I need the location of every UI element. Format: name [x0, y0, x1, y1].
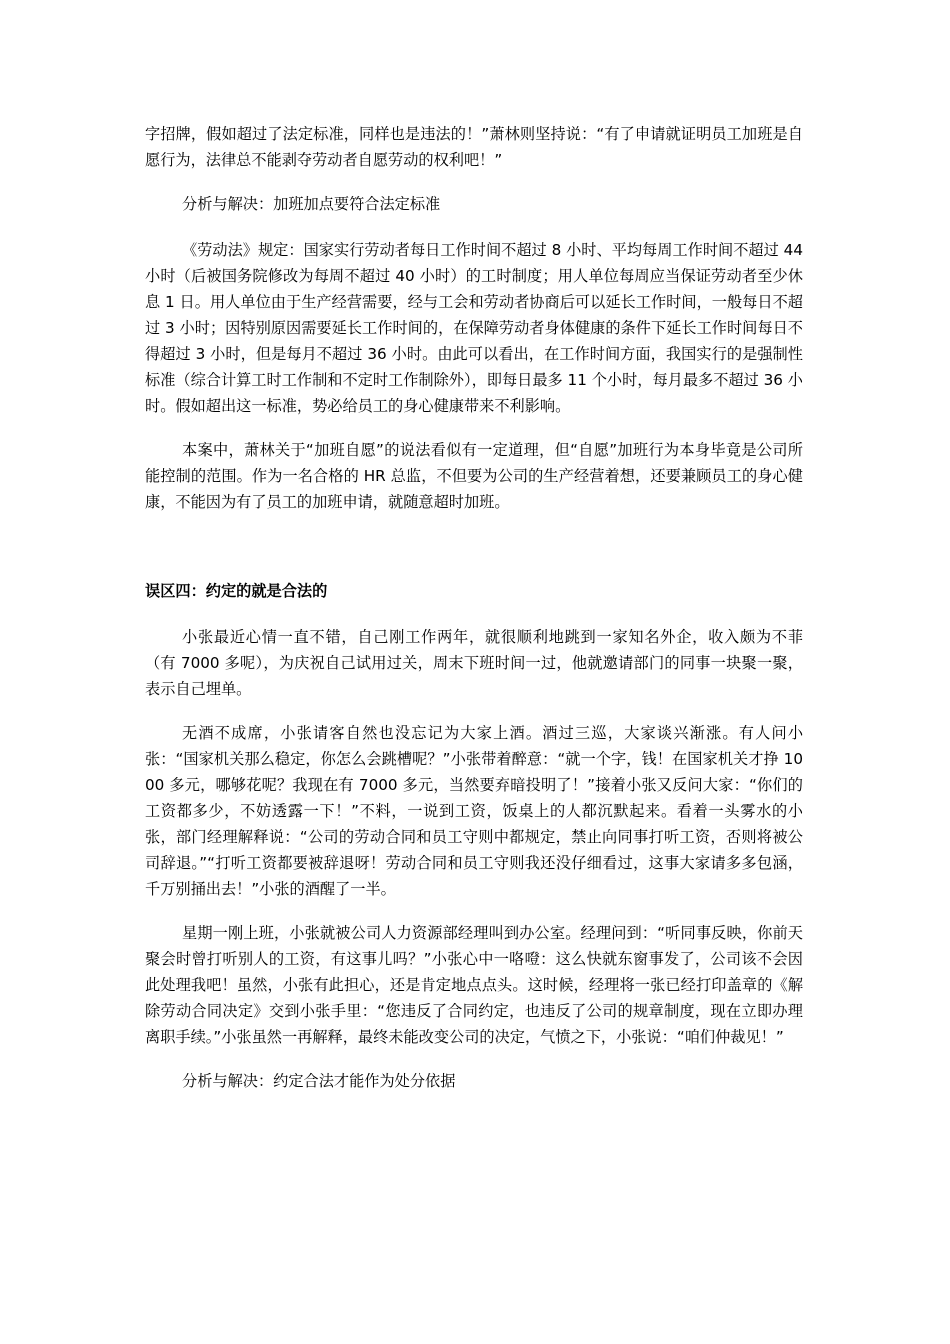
paragraph-dismissal: 星期一刚上班，小张就被公司人力资源部经理叫到办公室。经理问到：“听同事反映，你前天聚会时曾打听别人的工资，有这事儿吗？”小张心中一咯噔：这么快就东窗事发了，公司该不会因此处理我吧！虽然，小张有此担心，还是肯定地点点头。这时候，经理将一张已经打印盖章的《解除劳动合同决定》交到小张手里：“您违反了合同约定，也违反了公司的规章制度，现在立即办理离职手续。”小张虽然一再解释，最终未能改变公司的决定，气愤之下，小张说：“咱们仲裁见！”	[145, 924, 803, 1046]
document-page	[145, 121, 803, 1094]
section-heading-myth-four: 误区四：约定的就是合法的	[145, 582, 328, 600]
paragraph-case-conclusion: 本案中，萧林关于“加班自愿”的说法看似有一定道理，但“自愿”加班行为本身毕竟是公司所能控制的范围。作为一名合格的 HR 总监，不但要为公司的生产经营着想，还要兼顾员工的身心健康，不能因为有了员工的加班申请，就随意超时加班。	[145, 441, 803, 511]
paragraph-xiaozhang-intro: 小张最近心情一直不错，自己刚工作两年，就很顺利地跳到一家知名外企，收入颇为不菲（有 7000 多呢），为庆祝自己试用过关，周末下班时间一过，他就邀请部门的同事一块聚一聚，表示自己埋单。	[145, 628, 803, 698]
analysis-heading-agreement: 分析与解决：约定合法才能作为处分依据	[182, 1072, 456, 1090]
paragraph-labor-law: 《劳动法》规定：国家实行劳动者每日工作时间不超过 8 小时、平均每周工作时间不超过 44 小时（后被国务院修改为每周不超过 40 小时）的工时制度；用人单位每周应当保证劳动者至少休息 1 日。用人单位由于生产经营需要，经与工会和劳动者协商后可以延长工作时间，一般每日不超过 3 小时；因特别原因需要延长工作时间的，在保障劳动者身体健康的条件下延长工作时间每日不得超过 3 小时，但是每月不超过 36 小时。由此可以看出，在工作时间方面，我国实行的是强制性标准（综合计算工时工作制和不定时工作制除外），即每日最多 11 个小时，每月最多不超过 36 小时。假如超出这一标准，势必给员工的身心健康带来不利影响。	[145, 241, 803, 415]
paragraph-continuation: 字招牌，假如超过了法定标准，同样也是违法的！”萧林则坚持说：“有了申请就证明员工加班是自愿行为，法律总不能剥夺劳动者自愿劳动的权利吧！”	[145, 125, 803, 169]
paragraph-dinner-story: 无酒不成席，小张请客自然也没忘记为大家上酒。酒过三巡，大家谈兴渐涨。有人问小张：“国家机关那么稳定，你怎么会跳槽呢？”小张带着醉意：“就一个字，钱！在国家机关才挣 1000 多元，哪够花呢？我现在有 7000 多元，当然要弃暗投明了！”接着小张又反问大家：“你们的工资都多少，不妨透露一下！”不料，一说到工资，饭桌上的人都沉默起来。看着一头雾水的小张，部门经理解释说：“公司的劳动合同和员工守则中都规定，禁止向同事打听工资，否则将被公司辞退。”“打听工资都要被辞退呀！劳动合同和员工守则我还没仔细看过，这事大家请多多包涵，千万别捅出去！”小张的酒醒了一半。	[145, 724, 803, 898]
analysis-heading-overtime: 分析与解决：加班加点要符合法定标准	[182, 195, 441, 213]
